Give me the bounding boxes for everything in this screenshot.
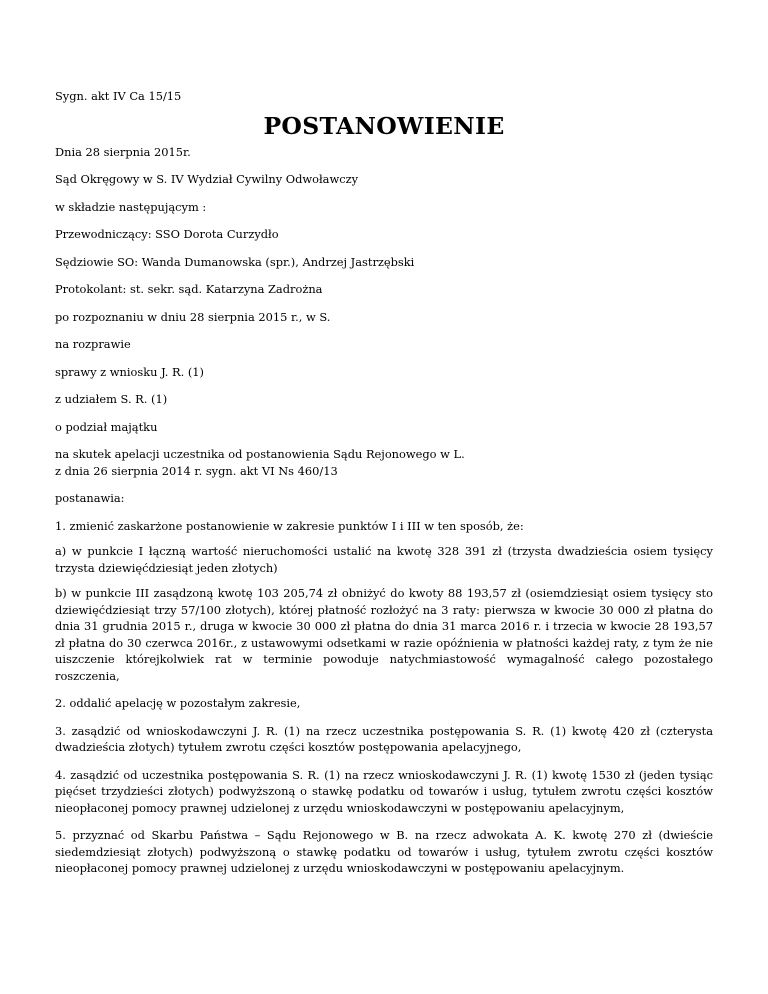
ruling-point-3: 3. zasądzić od wnioskodawczyni J. R. (1) na rzecz uczestnika postępowania S. R. (1) kwotę 420 zł (czterysta dwadzieścia złotych) tytułem zwrotu części kosztów postępowania apelacyjnego, <box>55 723 713 754</box>
appeal-line-1: na skutek apelacji uczestnika od postanowienia Sądu Rejonowego w L. <box>55 447 465 461</box>
judges: Sędziowie SO: Wanda Dumanowska (spr.), Andrzej Jastrzębski <box>55 254 415 269</box>
ruling-point-1a: a) w punkcie I łączną wartość nieruchomości ustalić na kwotę 328 391 zł (trzysta dwadzieścia osiem tysięcy trzysta dziewięćdziesiąt jeden złotych) <box>55 544 713 575</box>
case-participant: z udziałem S. R. (1) <box>55 392 168 406</box>
presiding-judge: Przewodniczący: SSO Dorota Curzydło <box>55 227 279 241</box>
session-type: na rozprawie <box>55 337 131 351</box>
ruling-point-5: 5. przyznać od Skarbu Państwa – Sądu Rejonowego w B. na rzecz adwokata A. K. kwotę 270 zł (dwieście siedemdziesiąt złotych) podwyższoną o stawkę podatku od towarów i usług, tytułem zwrotu części kosztów nieopłaconej pomocy prawnej udzielonej z urzędu wnioskodawczyni w postępowaniu apelacyjnym. <box>55 828 713 875</box>
hearing-info: po rozpoznaniu w dniu 28 sierpnia 2015 r., w S. <box>55 309 331 324</box>
ruling-intro: postanawia: <box>55 491 125 505</box>
court-name: Sąd Okręgowy w S. IV Wydział Cywilny Odwoławczy <box>55 172 359 186</box>
ruling-point-2: 2. oddalić apelację w pozostałym zakresie, <box>55 696 301 710</box>
case-subject: o podział majątku <box>55 419 158 434</box>
case-signature: Sygn. akt IV Ca 15/15 <box>55 89 182 103</box>
ruling-point-4: 4. zasądzić od uczestnika postępowania S. R. (1) na rzecz wnioskodawczyni J. R. (1) kwotę 1530 zł (jeden tysiąc pięćset trzydzieści złotych) podwyższoną o stawkę podatku od towarów i usług, tytułem zwrotu części kosztów nieopłaconej pomocy prawnej udzielonej z urzędu wnioskodawczyni w postępowaniu apelacyjnym, <box>55 767 713 815</box>
ruling-point-1b: b) w punkcie III zasądzoną kwotę 103 205,74 zł obniżyć do kwoty 88 193,57 zł (osiemdziesiąt osiem tysięcy sto dziewięćdziesiąt trzy 57/100 złotych), której płatność rozłożyć na 3 raty: pierwsza w kwocie 30 000 zł płatna do dnia 31 grudnia 2015 r., druga w kwocie 30 000 zł płatna do dnia 31 marca 2016 r. i trzecia w kwocie 28 193,57 zł płatna do 30 czerwca 2016r., z ustawowymi odsetkami w razie opóźnienia w płatności każdej raty, z tym że nie uiszczenie którejkolwiek rat w terminie powoduje natychmiastowość wymagalność całego pozostałego roszczenia, <box>55 586 713 683</box>
ruling-date: Dnia 28 sierpnia 2015r. <box>55 144 191 159</box>
composition-intro: w składzie następującym : <box>55 199 207 214</box>
document-page <box>55 88 713 877</box>
document-title: POSTANOWIENIE <box>263 111 505 140</box>
case-applicant: sprawy z wniosku J. R. (1) <box>55 364 204 379</box>
appeal-line-2: z dnia 26 sierpnia 2014 r. sygn. akt VI Ns 460/13 <box>55 463 338 478</box>
recorder: Protokolant: st. sekr. sąd. Katarzyna Zadrożna <box>55 282 323 296</box>
ruling-point-1: 1. zmienić zaskarżone postanowienie w zakresie punktów I i III w ten sposób, że: <box>55 518 524 533</box>
